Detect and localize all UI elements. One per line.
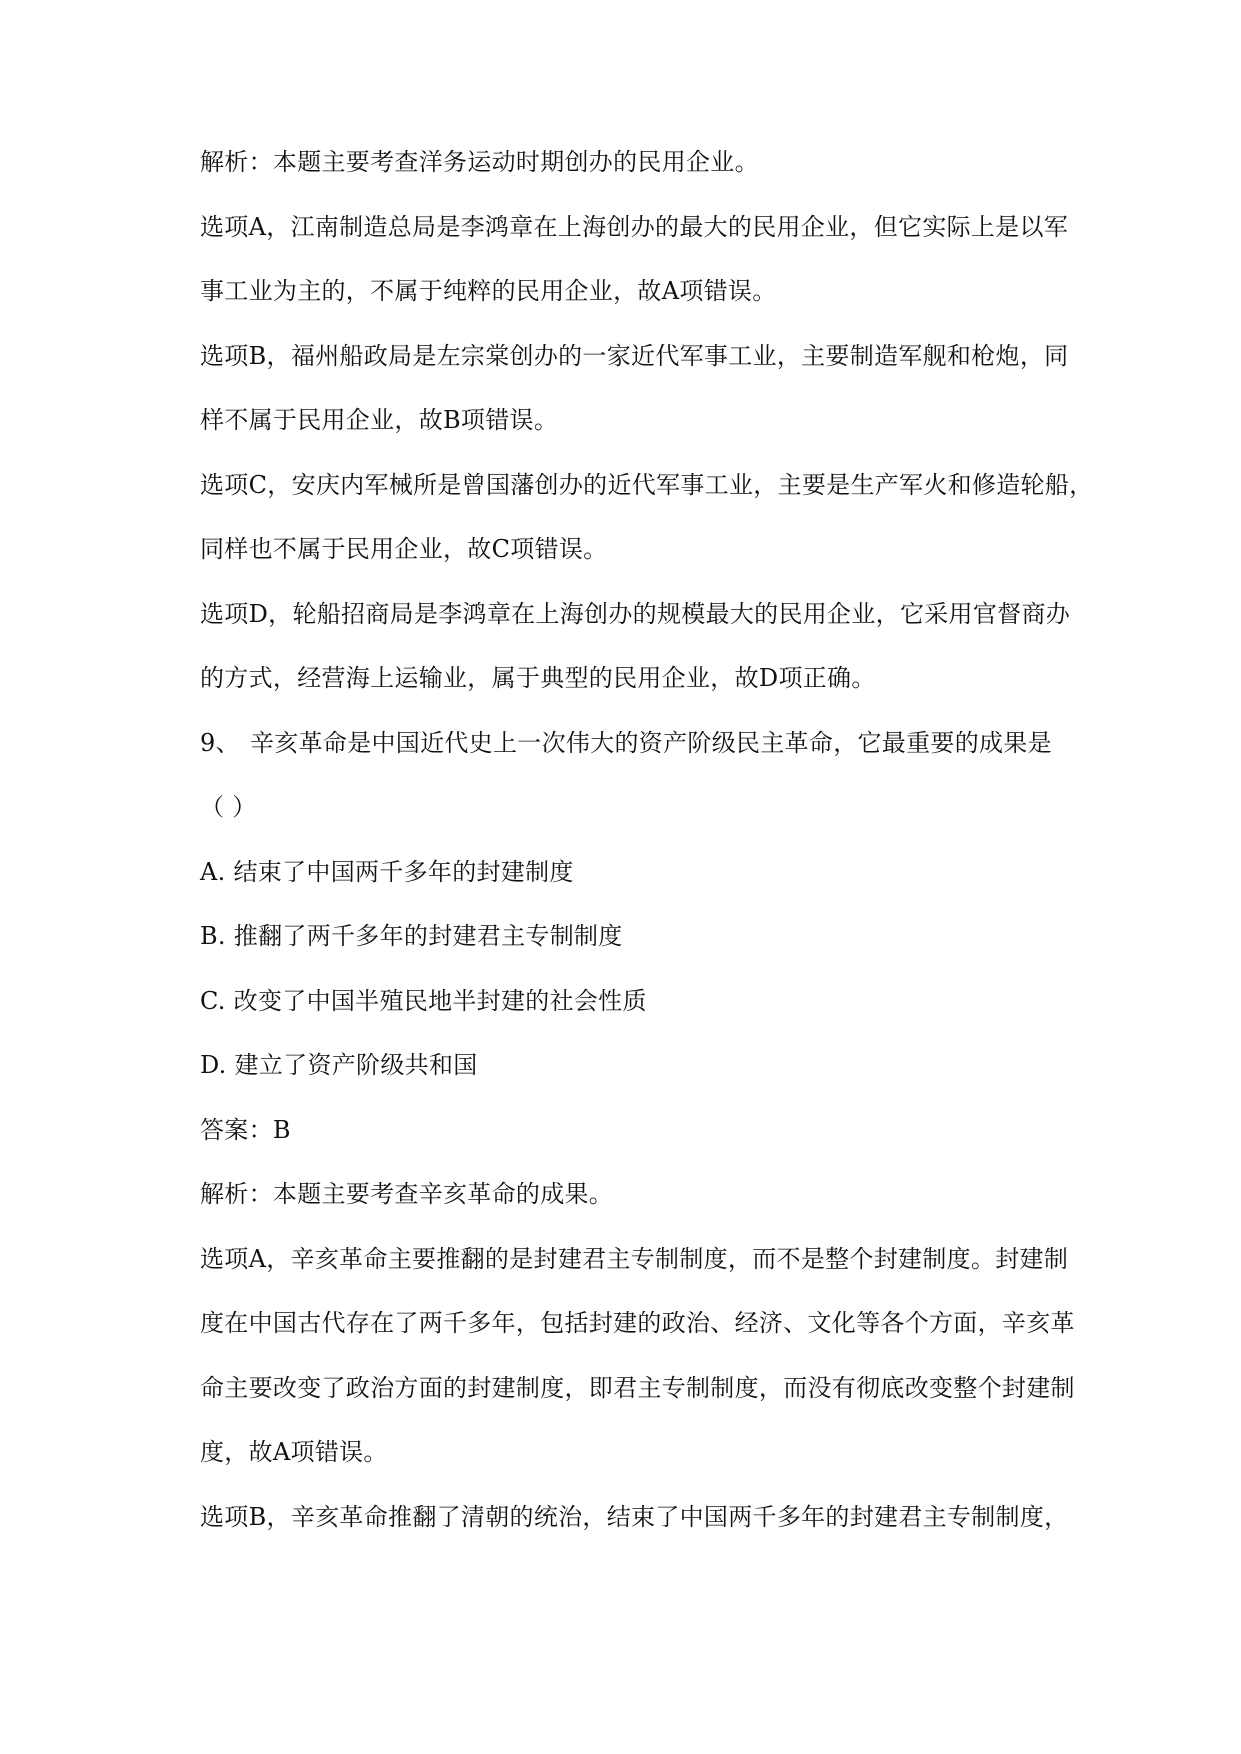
question-text: 辛亥革命是中国近代史上一次伟大的资产阶级民主革命，它最重要的成果是 [250,728,1052,757]
analysis-line: 命主要改变了政治方面的封建制度，即君主专制制度，而没有彻底改变整个封建制 [200,1373,1075,1402]
question-blank: （ ） [200,793,257,821]
option-a: A. 结束了中国两千多年的封建制度 [200,857,574,886]
document-content [200,142,1094,1561]
option-b: B. 推翻了两千多年的封建君主专制制度 [200,922,623,950]
question-stem [200,723,1090,788]
analysis-line: 选项D，轮船招商局是李鸿章在上海创办的规模最大的民用企业，它采用官督商办 [200,599,1071,628]
analysis-line: 同样也不属于民用企业，故C项错误。 [200,535,608,563]
analysis-line: 度在中国古代存在了两千多年，包括封建的政治、经济、文化等各个方面，辛亥革 [200,1309,1075,1337]
analysis-line: 样不属于民用企业，故B项错误。 [200,406,559,434]
analysis-line: 的方式，经营海上运输业，属于典型的民用企业，故D项正确。 [200,664,876,692]
analysis-line: 度，故A项错误。 [200,1438,388,1466]
analysis-line: 选项B，福州船政局是左宗棠创办的一家近代军事工业，主要制造军舰和枪炮，同 [200,341,1069,370]
analysis-line: 选项C，安庆内军械所是曾国藩创办的近代军事工业，主要是生产军火和修造轮船， [200,470,1094,499]
analysis-line: 事工业为主的，不属于纯粹的民用企业，故A项错误。 [200,277,777,305]
analysis-line: 选项A，江南制造总局是李鸿章在上海创办的最大的民用企业，但它实际上是以军 [200,212,1069,241]
question-number: 9、 [200,728,240,757]
analysis-line: 选项B，辛亥革命推翻了清朝的统治，结束了中国两千多年的封建君主专制制度， [200,1502,1069,1531]
option-c: C. 改变了中国半殖民地半封建的社会性质 [200,986,647,1015]
option-d: D. 建立了资产阶级共和国 [200,1051,478,1079]
analysis-line: 解析：本题主要考查辛亥革命的成果。 [200,1180,614,1208]
analysis-line: 选项A，辛亥革命主要推翻的是封建君主专制制度，而不是整个封建制度。封建制 [200,1244,1069,1273]
analysis-line: 解析：本题主要考查洋务运动时期创办的民用企业。 [200,148,759,176]
answer-line: 答案：B [200,1115,291,1144]
